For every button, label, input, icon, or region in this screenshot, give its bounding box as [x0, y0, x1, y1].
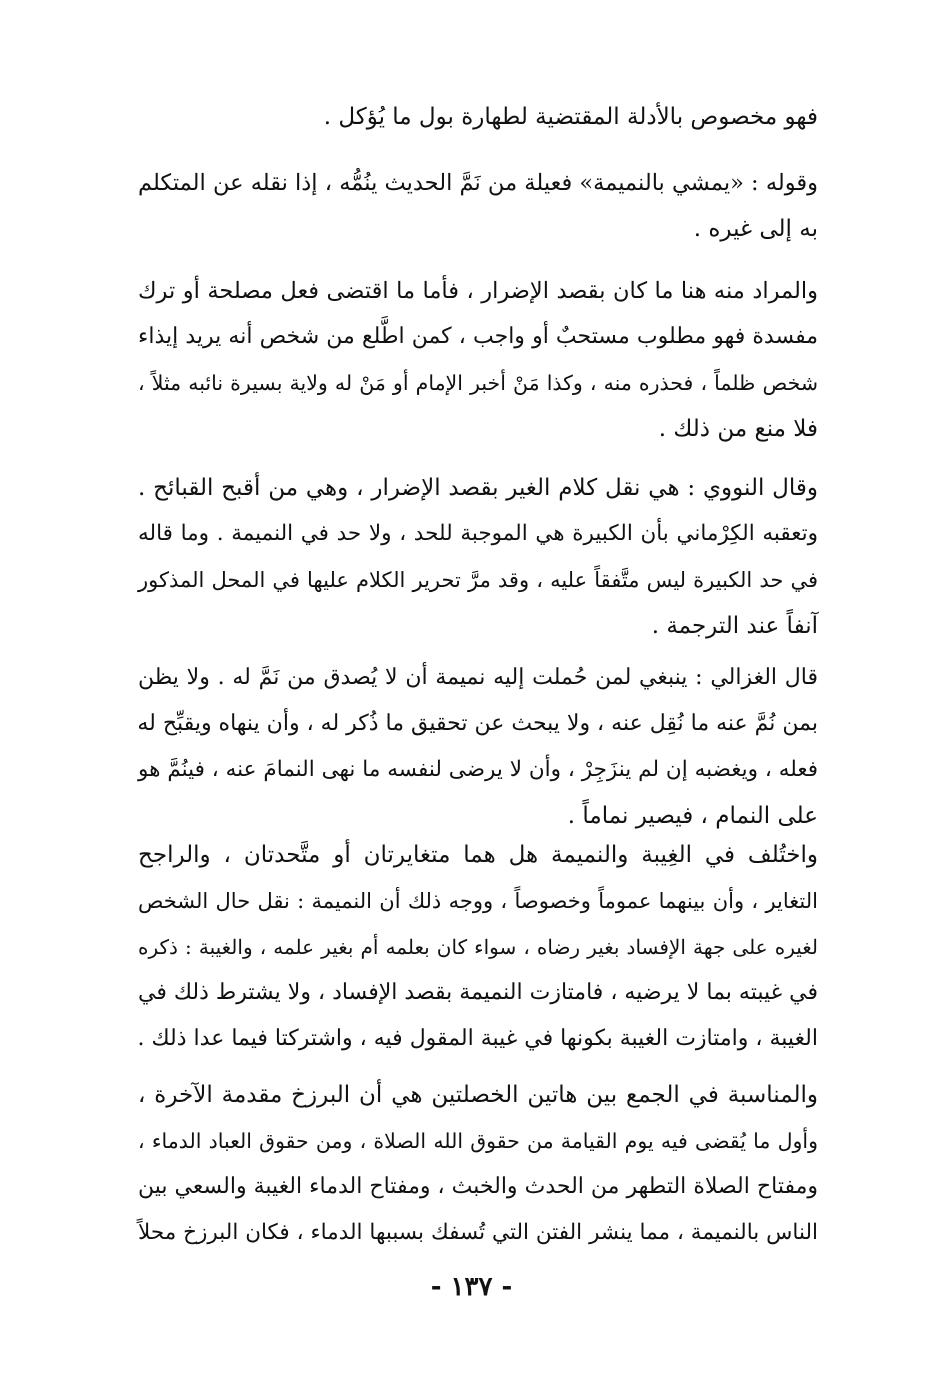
- text-line: به إلى غيره .: [693, 216, 818, 242]
- text-line: ومفتاح الصلاة التطهر من الحدث والخبث ، ومفتاح الدماء الغيبة والسعي بين: [138, 1174, 818, 1199]
- text-line: وأول ما يُقضى فيه يوم القيامة من حقوق الله الصلاة ، ومن حقوق العباد الدماء ،: [138, 1129, 818, 1153]
- paragraph-7: [138, 1072, 818, 1256]
- text-line: على النمام ، فيصير نماماً .: [567, 803, 818, 829]
- text-line: التغاير ، وأن بينهما عموماً وخصوصاً ، ووجه ذلك أن النميمة : نقل حال الشخص: [138, 889, 818, 913]
- text-line: آنفاً عند الترجمة .: [651, 613, 818, 639]
- paragraph-3: [138, 268, 818, 452]
- paragraph-4: [138, 465, 818, 649]
- text-line: في غيبته بما لا يرضيه ، فامتازت النميمة بقصد الإفساد ، ولا يشترط ذلك في: [138, 980, 818, 1005]
- text-line: بمن نُمَّ عنه ما نُقِل عنه ، ولا يبحث عن تحقيق ما ذُكر له ، وأن ينهاه ويقبِّح له: [137, 711, 818, 736]
- text-line: والمراد منه هنا ما كان بقصد الإضرار ، فأما ما اقتضى فعل مصلحة أو ترك: [138, 278, 818, 304]
- paragraph-1: [138, 94, 818, 140]
- text-line: مفسدة فهو مطلوب مستحبٌ أو واجب ، كمن اطَّلع من شخص أنه يريد إيذاء: [138, 324, 818, 349]
- text-line: في حد الكبيرة ليس متَّفقاً عليه ، وقد مرَّ تحرير الكلام عليها في المحل المذكور: [138, 568, 818, 592]
- text-line: والمناسبة في الجمع بين هاتين الخصلتين هي أن البرزخ مقدمة الآخرة ،: [138, 1082, 818, 1108]
- text-line: لغيره على جهة الإفساد بغير رضاه ، سواء كان بعلمه أم بغير علمه ، والغيبة : ذكره: [138, 935, 818, 959]
- paragraph-2: [138, 160, 818, 252]
- text-line: وتعقبه الكِرْماني بأن الكبيرة هي الموجبة للحد ، ولا حد في النميمة . وما قاله: [138, 521, 818, 546]
- text-line: وقال النووي : هي نقل كلام الغير بقصد الإضرار ، وهي من أقبح القبائح .: [138, 475, 818, 501]
- paragraph-6: [138, 832, 818, 1062]
- page-number: - ١٣٧ -: [430, 1272, 513, 1302]
- text-line: شخص ظلماً ، فحذره منه ، وكذا مَنْ أخبر الإمام أو مَنْ له ولاية بسيرة نائبه مثلاً ،: [138, 371, 818, 395]
- text-line: الناس بالنميمة ، مما ينشر الفتن التي تُسفك بسببها الدماء ، فكان البرزخ محلاً: [138, 1220, 818, 1245]
- paragraph-5: [138, 655, 818, 839]
- text-line: واختُلف في الغِيبة والنميمة هل هما متغايرتان أو متَّحدتان ، والراجح: [138, 842, 818, 868]
- text-line: فهو مخصوص بالأدلة المقتضية لطهارة بول ما يُؤكل .: [323, 104, 818, 130]
- text-line: قال الغزالي : ينبغي لمن حُملت إليه نميمة أن لا يُصدق من نَمَّ له . ولا يظن: [138, 665, 818, 690]
- text-line: وقوله : «يمشي بالنميمة» فعيلة من نَمَّ الحديث ينُمُّه ، إذا نقله عن المتكلم: [138, 170, 818, 196]
- text-line: فلا منع من ذلك .: [658, 416, 818, 442]
- text-line: الغيبة ، وامتازت الغيبة بكونها في غيبة المقول فيه ، واشتركتا فيما عدا ذلك .: [137, 1026, 818, 1051]
- text-line: فعله ، ويغضبه إن لم ينزَجِرْ ، وأن لا يرضى لنفسه ما نهى النمامَ عنه ، فينُمَّ هو: [138, 757, 818, 782]
